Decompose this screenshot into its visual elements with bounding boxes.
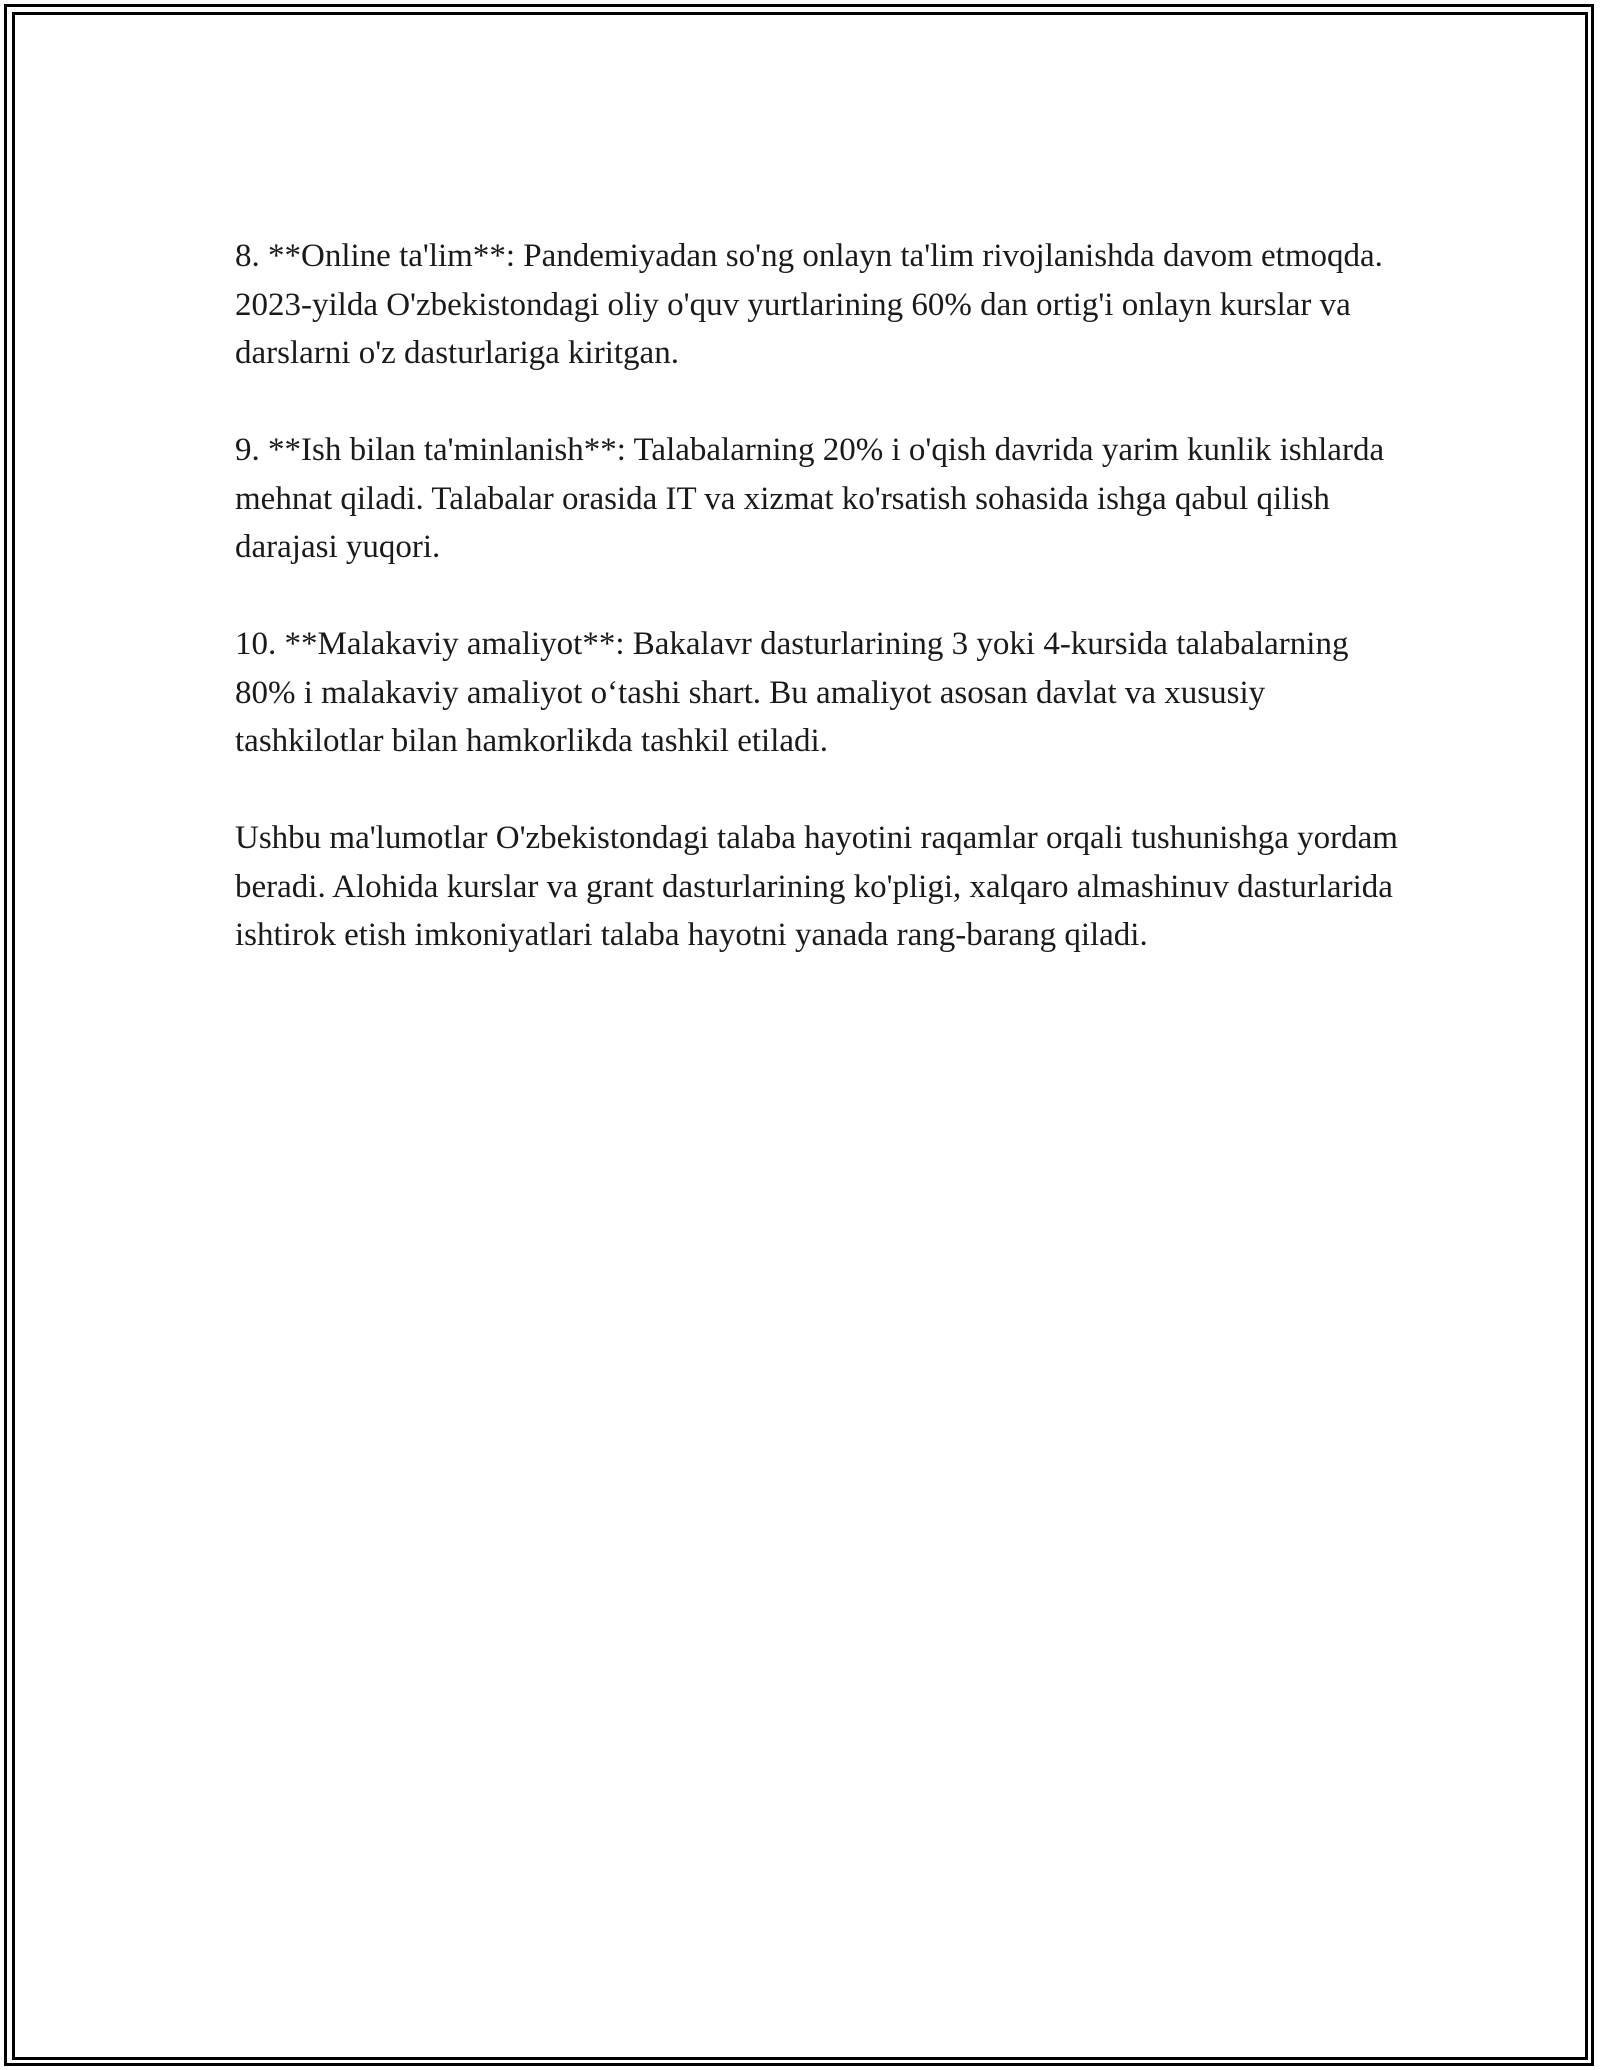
- paragraph-online-education: 8. **Online ta'lim**: Pandemiyadan so'ng onlayn ta'lim rivojlanishda davom etmoqda. 2023-yilda O'zbekistondagi oliy o'quv yurtlarining 60% dan ortig'i onlayn kurslar va darslarni o'z dasturlariga kiritgan.: [235, 238, 1383, 371]
- paragraph-conclusion: Ushbu ma'lumotlar O'zbekistondagi talaba hayotini raqamlar orqali tushunishga yordam beradi. Alohida kurslar va grant dasturlarining ko'pligi, xalqaro almashinuv dasturlarida ishtirok etish imkoniyatlari talaba hayotni yanada rang-barang qiladi.: [235, 820, 1398, 953]
- paragraph-internship: 10. **Malakaviy amaliyot**: Bakalavr dasturlarining 3 yoki 4-kursida talabalarning 80% i malakaviy amaliyot o‘tashi shart. Bu amaliyot asosan davlat va xususiy tashkilotlar bilan hamkorlikda tashkil etiladi.: [235, 626, 1349, 759]
- document-body: [235, 232, 1415, 960]
- paragraph-employment: 9. **Ish bilan ta'minlanish**: Talabalarning 20% i o'qish davrida yarim kunlik ishlarda mehnat qiladi. Talabalar orasida IT va xizmat ko'rsatish sohasida ishga qabul qilish darajasi yuqori.: [235, 432, 1385, 565]
